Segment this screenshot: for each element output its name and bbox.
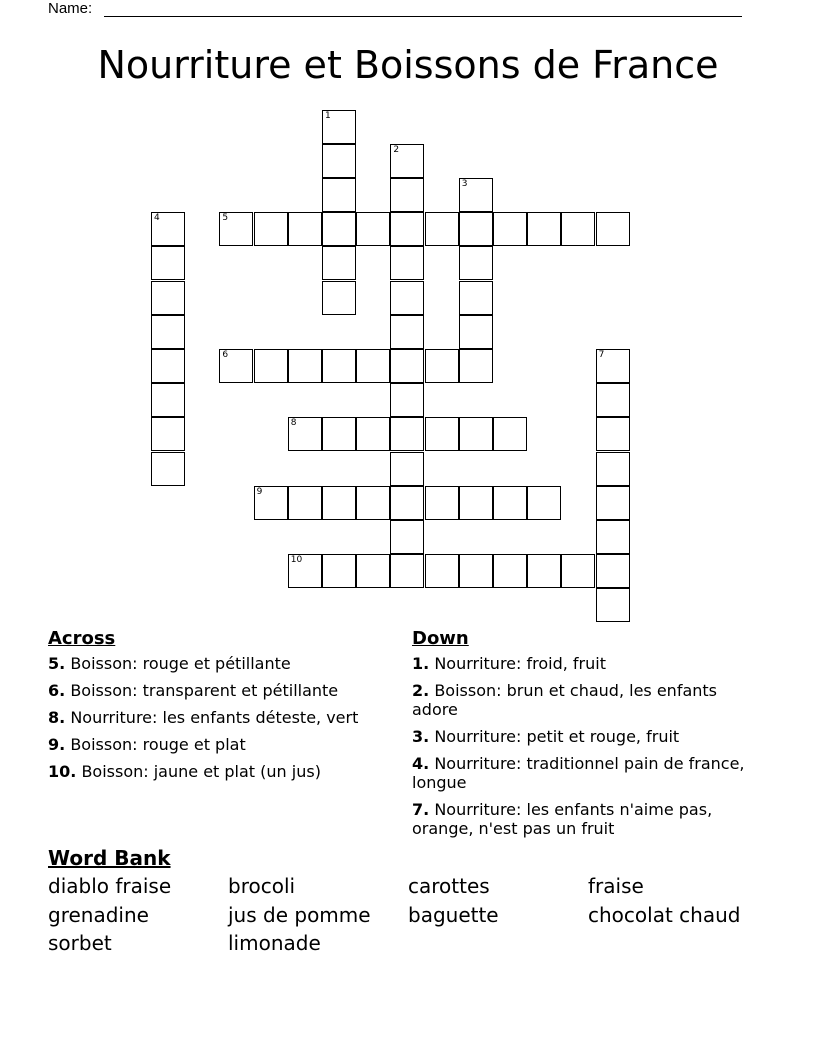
grid-cell[interactable]	[254, 212, 288, 246]
clue-across-10: 10. Boisson: jaune et plat (un jus)	[48, 762, 321, 781]
grid-cell[interactable]	[390, 315, 424, 349]
word-bank-item: brocoli	[228, 874, 296, 898]
grid-cell[interactable]	[527, 486, 561, 520]
grid-cell[interactable]	[288, 212, 322, 246]
grid-cell[interactable]	[356, 417, 390, 451]
grid-cell[interactable]	[596, 520, 630, 554]
clue-number: 5	[222, 213, 229, 224]
clue-number: 7	[598, 349, 605, 360]
grid-cell[interactable]	[288, 554, 322, 588]
grid-cell[interactable]	[288, 417, 322, 451]
clue-number: 1	[325, 110, 331, 121]
grid-cell[interactable]	[596, 349, 630, 383]
grid-cell[interactable]	[390, 486, 424, 520]
clue-across-5: 5. Boisson: rouge et pétillante	[48, 654, 291, 673]
grid-cell[interactable]	[219, 212, 253, 246]
grid-cell[interactable]	[151, 452, 185, 486]
page-title: Nourriture et Boissons de France	[97, 43, 719, 87]
grid-cell[interactable]	[322, 554, 356, 588]
clue-down-2: 2. Boisson: brun et chaud, les enfants adore	[412, 681, 717, 719]
grid-cell[interactable]	[561, 212, 595, 246]
word-bank-item: carottes	[408, 874, 490, 898]
clue-number: 4	[154, 213, 160, 224]
word-bank-item: limonade	[228, 931, 321, 955]
grid-cell[interactable]	[459, 246, 493, 280]
grid-cell[interactable]	[322, 486, 356, 520]
grid-cell[interactable]	[322, 417, 356, 451]
grid-cell[interactable]	[390, 417, 424, 451]
grid-cell[interactable]	[425, 212, 459, 246]
grid-cell[interactable]	[596, 452, 630, 486]
grid-cell[interactable]	[322, 281, 356, 315]
down-heading: Down	[412, 628, 469, 649]
grid-cell[interactable]	[390, 452, 424, 486]
clue-across-6: 6. Boisson: transparent et pétillante	[48, 681, 339, 700]
grid-cell[interactable]	[390, 520, 424, 554]
name-label: Name:	[48, 0, 93, 17]
word-bank-item: fraise	[588, 874, 644, 898]
grid-cell[interactable]	[425, 417, 459, 451]
grid-cell[interactable]	[596, 588, 630, 622]
grid-cell[interactable]	[390, 144, 424, 178]
grid-cell[interactable]	[356, 486, 390, 520]
across-clues	[48, 628, 398, 789]
word-bank-item: jus de pomme	[228, 903, 371, 927]
grid-cell[interactable]	[596, 212, 630, 246]
clue-across-8: 8. Nourriture: les enfants déteste, vert	[48, 708, 359, 727]
grid-cell[interactable]	[459, 315, 493, 349]
grid-cell[interactable]	[151, 417, 185, 451]
grid-cell[interactable]	[288, 349, 322, 383]
clue-down-7: 7. Nourriture: les enfants n'aime pas, orange, n'est pas un fruit	[412, 800, 713, 838]
grid-cell[interactable]	[425, 349, 459, 383]
grid-cell[interactable]	[151, 315, 185, 349]
word-bank-item: chocolat chaud	[588, 903, 741, 927]
grid-cell[interactable]	[390, 178, 424, 212]
word-bank-item: grenadine	[48, 903, 149, 927]
clue-number: 9	[256, 486, 263, 497]
grid-cell[interactable]	[493, 486, 527, 520]
grid-cell[interactable]	[390, 349, 424, 383]
clue-number: 6	[222, 349, 229, 360]
grid-cell[interactable]	[527, 554, 561, 588]
grid-cell[interactable]	[151, 281, 185, 315]
grid-cell[interactable]	[322, 246, 356, 280]
grid-cell[interactable]	[596, 486, 630, 520]
grid-cell[interactable]	[322, 110, 356, 144]
clue-down-1: 1. Nourriture: froid, fruit	[412, 654, 606, 673]
grid-cell[interactable]	[219, 349, 253, 383]
grid-cell[interactable]	[459, 178, 493, 212]
grid-cell[interactable]	[356, 349, 390, 383]
across-heading: Across	[48, 628, 116, 649]
grid-cell[interactable]	[322, 349, 356, 383]
clue-number: 3	[461, 178, 468, 189]
grid-cell[interactable]	[425, 486, 459, 520]
clue-number: 8	[290, 418, 297, 429]
grid-cell[interactable]	[390, 246, 424, 280]
grid-cell[interactable]	[459, 417, 493, 451]
grid-cell[interactable]	[459, 281, 493, 315]
grid-cell[interactable]	[596, 417, 630, 451]
grid-cell[interactable]	[151, 383, 185, 417]
grid-cell[interactable]	[459, 486, 493, 520]
grid-cell[interactable]	[151, 246, 185, 280]
down-clues	[412, 628, 762, 846]
grid-cell[interactable]	[151, 349, 185, 383]
grid-cell[interactable]	[356, 212, 390, 246]
grid-cell[interactable]	[459, 349, 493, 383]
grid-cell[interactable]	[459, 554, 493, 588]
grid-cell[interactable]	[596, 554, 630, 588]
grid-cell[interactable]	[151, 212, 185, 246]
clue-number: 10	[290, 555, 303, 566]
clue-across-9: 9. Boisson: rouge et plat	[48, 735, 246, 754]
grid-cell[interactable]	[254, 349, 288, 383]
grid-cell[interactable]	[390, 383, 424, 417]
grid-cell[interactable]	[493, 417, 527, 451]
grid-cell[interactable]	[356, 554, 390, 588]
grid-cell[interactable]	[322, 178, 356, 212]
grid-cell[interactable]	[493, 554, 527, 588]
word-bank-item: baguette	[408, 903, 499, 927]
grid-cell[interactable]	[390, 281, 424, 315]
word-bank-item: diablo fraise	[48, 874, 172, 898]
grid-cell[interactable]	[561, 554, 595, 588]
clue-number: 2	[393, 144, 400, 155]
grid-cell[interactable]	[390, 554, 424, 588]
word-bank-item: sorbet	[48, 931, 112, 955]
grid-cell[interactable]	[596, 383, 630, 417]
clue-down-3: 3. Nourriture: petit et rouge, fruit	[412, 727, 680, 746]
grid-cell[interactable]	[425, 554, 459, 588]
grid-cell[interactable]	[527, 212, 561, 246]
grid-cell[interactable]	[322, 212, 356, 246]
grid-cell[interactable]	[390, 212, 424, 246]
grid-cell[interactable]	[493, 212, 527, 246]
clue-down-4: 4. Nourriture: traditionnel pain de france, longue	[412, 754, 745, 792]
grid-cell[interactable]	[459, 212, 493, 246]
grid-cell[interactable]	[254, 486, 288, 520]
grid-cell[interactable]	[288, 486, 322, 520]
word-bank-heading: Word Bank	[48, 846, 171, 870]
grid-cell[interactable]	[322, 144, 356, 178]
